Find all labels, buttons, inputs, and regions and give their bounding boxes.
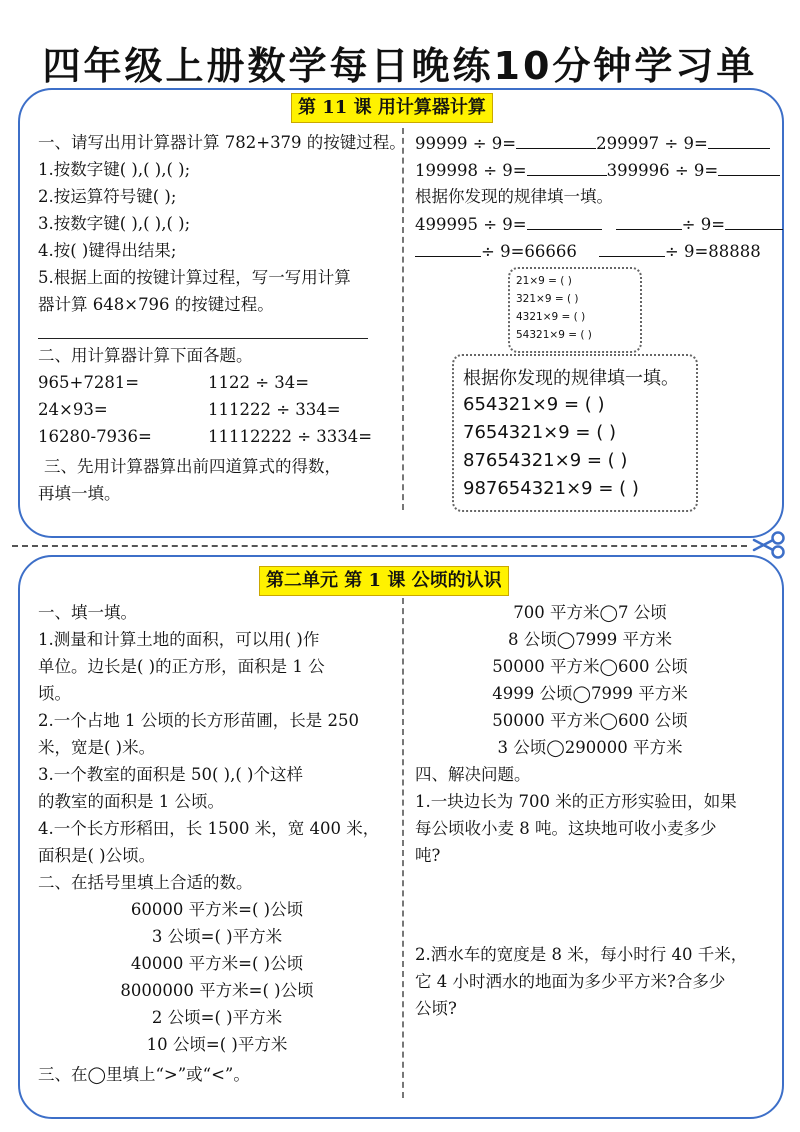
- small-pattern-line: 321×9 = ( ): [516, 293, 579, 305]
- expr: 499995 ÷ 9=: [415, 215, 527, 234]
- fill-item: 40000 平方米=( )公顷: [130, 954, 304, 973]
- expr: 299997 ÷ 9=: [596, 134, 708, 153]
- pattern-row2: [415, 159, 780, 182]
- q1-step4: 4.按( )键得出结果;: [38, 241, 177, 260]
- q1-step3: 3.按数字键( ),( ),( );: [38, 214, 191, 233]
- big-pattern-line: 987654321×9 = ( ): [463, 478, 639, 499]
- part1-line: 1.测量和计算土地的面积，可以用( )作: [38, 630, 320, 649]
- small-pattern-line: 21×9 = ( ): [516, 275, 572, 287]
- problem1-line: 1.一块边长为 700 米的正方形实验田，如果: [415, 792, 737, 811]
- q1-step1: 1.按数字键( ),( ),( );: [38, 160, 191, 179]
- part1-line: 顷。: [38, 684, 71, 703]
- answer-blank: [527, 213, 602, 230]
- calc-item: 16280-7936=: [38, 427, 152, 446]
- q1-step5-line1: 5.根据上面的按键计算过程，写一写用计算: [38, 268, 351, 287]
- part1-line: 的教室的面积是 1 公顷。: [38, 792, 224, 811]
- part1-line: 米，宽是( )米。: [38, 738, 156, 757]
- expr: 99999 ÷ 9=: [415, 134, 517, 153]
- small-pattern-line: 54321×9 = ( ): [516, 329, 592, 341]
- answer-blank: [527, 159, 607, 176]
- expr: 199998 ÷ 9=: [415, 161, 527, 180]
- part1-heading: 一、填一填。: [38, 603, 137, 622]
- q1-heading: 一、请写出用计算器计算 782+379 的按键过程。: [38, 133, 406, 152]
- fill-item: 3 公顷=( )平方米: [151, 927, 283, 946]
- big-pattern-line: 654321×9 = ( ): [463, 394, 605, 415]
- answer-blank: [708, 132, 770, 149]
- big-pattern-line: 87654321×9 = ( ): [463, 450, 628, 471]
- part4-heading: 四、解决问题。: [415, 765, 531, 784]
- answer-blank: [516, 132, 596, 149]
- problem2-line: 公顷?: [415, 999, 457, 1018]
- answer-blank: [616, 213, 682, 230]
- calc-item: 11112222 ÷ 3334=: [208, 427, 373, 446]
- fill-item: 60000 平方米=( )公顷: [130, 900, 304, 919]
- q1-step5-line2: 器计算 648×796 的按键过程。: [38, 295, 274, 314]
- fill-item: 8000000 平方米=( )公顷: [120, 981, 314, 1000]
- problem2-line: 2.洒水车的宽度是 8 米，每小时行 40 千米，: [415, 945, 748, 964]
- part1-line: 3.一个教室的面积是 50( ),( )个这样: [38, 765, 303, 784]
- calc-item: 24×93=: [38, 400, 108, 419]
- calc-item: 111222 ÷ 334=: [208, 400, 341, 419]
- cut-line: [12, 545, 747, 547]
- q3-heading-line1: 三、先用计算器算出前四道算式的得数，: [44, 457, 341, 476]
- q3-heading-line2: 再填一填。: [38, 484, 121, 503]
- fill-item: 10 公顷=( )平方米: [146, 1035, 288, 1054]
- panel1-divider: [402, 128, 404, 510]
- problem1-line: 每公顷收小麦 8 吨。这块地可收小麦多少: [415, 819, 717, 838]
- q1-step2: 2.按运算符号键( );: [38, 187, 177, 206]
- answer-blank: [415, 240, 481, 257]
- compare-item: 50000 平方米◯600 公顷: [492, 657, 688, 676]
- answer-blank: [725, 213, 783, 230]
- compare-item: 4999 公顷◯7999 平方米: [492, 684, 688, 703]
- page-title: 四年级上册数学每日晚练10分钟学习单: [42, 44, 758, 88]
- answer-blank: [599, 240, 665, 257]
- panel2-divider: [402, 598, 404, 1098]
- answer-line: [38, 338, 368, 339]
- pattern-row4: [415, 240, 761, 263]
- fill-item: 2 公顷=( )平方米: [151, 1008, 283, 1027]
- small-pattern-box: [508, 267, 642, 353]
- expr: ÷ 9=66666: [481, 242, 577, 261]
- problem2-line: 它 4 小时洒水的地面为多少平方米?合多少: [415, 972, 726, 991]
- compare-item: 8 公顷◯7999 平方米: [508, 630, 672, 649]
- q2-heading: 二、用计算器计算下面各题。: [38, 346, 253, 365]
- unit2-lesson1-badge: 第二单元 第 1 课 公顷的认识: [259, 566, 509, 596]
- expr: ÷ 9=: [681, 215, 726, 234]
- part2-heading: 二、在括号里填上合适的数。: [38, 873, 253, 892]
- part1-line: 2.一个占地 1 公顷的长方形苗圃，长是 250: [38, 711, 359, 730]
- compare-item: 700 平方米◯7 公顷: [513, 603, 667, 622]
- compare-item: 3 公顷◯290000 平方米: [497, 738, 683, 757]
- pattern-row3: [415, 213, 783, 236]
- calc-item: 1122 ÷ 34=: [208, 373, 310, 392]
- pattern-instruction: 根据你发现的规律填一填。: [415, 187, 613, 206]
- big-pattern-box: [452, 354, 698, 512]
- expr: 399996 ÷ 9=: [606, 161, 719, 180]
- answer-blank: [718, 159, 780, 176]
- pattern-row1: [415, 132, 770, 155]
- part1-line: 面积是( )公顷。: [38, 846, 156, 865]
- big-pattern-title: 根据你发现的规律填一填。: [463, 368, 679, 389]
- part1-line: 4.一个长方形稻田，长 1500 米，宽 400 米，: [38, 819, 380, 838]
- problem1-line: 吨?: [415, 846, 441, 865]
- calc-item: 965+7281=: [38, 373, 140, 392]
- compare-item: 50000 平方米◯600 公顷: [492, 711, 688, 730]
- lesson-11-badge: 第 11 课 用计算器计算: [291, 93, 493, 123]
- expr: ÷ 9=88888: [664, 242, 761, 261]
- big-pattern-line: 7654321×9 = ( ): [463, 422, 616, 443]
- part3-heading: 三、在◯里填上“>”或“<”。: [38, 1065, 250, 1084]
- part1-line: 单位。边长是( )的正方形，面积是 1 公: [38, 657, 325, 676]
- small-pattern-line: 4321×9 = ( ): [516, 311, 586, 323]
